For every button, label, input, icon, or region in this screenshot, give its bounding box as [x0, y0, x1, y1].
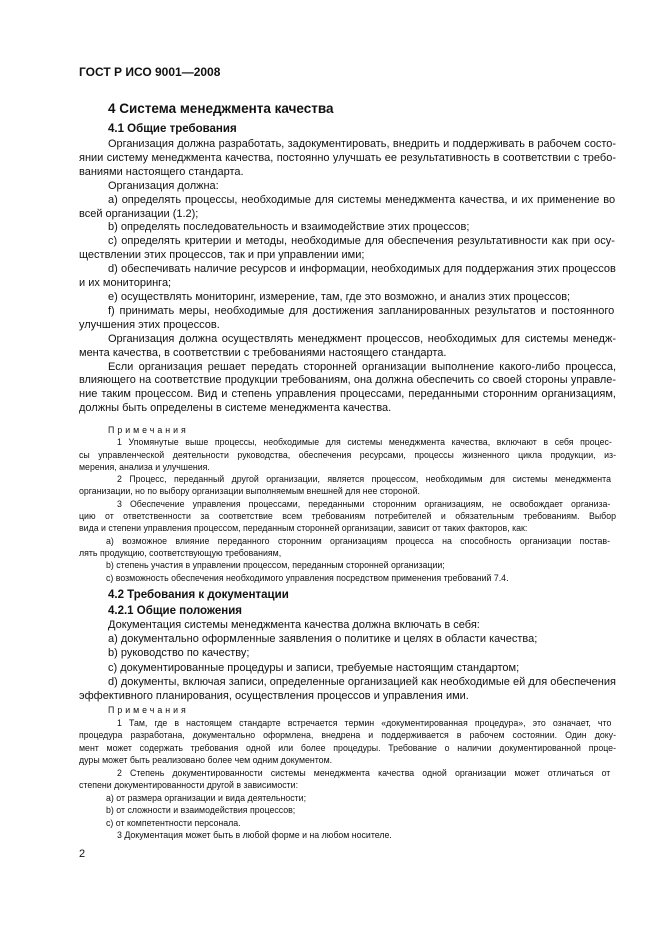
- text-line-content: Организация должна:: [108, 179, 219, 192]
- text-line-content: c) от компетентности персонала.: [106, 817, 241, 828]
- text-line-content: организации, но по выбору организации выполняемым внешней для нее стороной.: [79, 486, 420, 497]
- text-line-content: d) документы, включая записи, определенные организацией как необходимые ей для обеспечения: [108, 675, 616, 688]
- text-line-content: d) обеспечивать наличие ресурсов и информации, необходимых для поддержания этих процессов: [108, 263, 616, 276]
- text-line: [79, 804, 616, 817]
- text-line: [79, 646, 616, 660]
- text-line-content: янии систему менеджмента качества, постоянно улучшать ее результативность в соответствии с требо-: [79, 151, 616, 164]
- text-line: [79, 792, 616, 805]
- text-line-content: процедура разработана, документально оформлена, внедрена и поддерживается в рабочем состоянии. Один доку-: [79, 730, 616, 740]
- paragraph: [79, 180, 616, 194]
- text-line-content: c) определять критерии и методы, необходимые для обеспечения результативности как при осу-: [108, 235, 615, 248]
- text-line: [79, 402, 616, 416]
- paragraph: [79, 305, 616, 333]
- note-paragraph: [79, 436, 616, 473]
- text-line-content: c) документированные процедуры и записи, требуемые настоящим стандартом;: [108, 661, 520, 674]
- text-line: [79, 742, 616, 755]
- paragraph: [79, 675, 616, 703]
- text-line: [79, 277, 616, 291]
- text-line: [79, 717, 616, 730]
- list-item: [79, 792, 616, 805]
- text-line: [79, 729, 616, 742]
- text-line: [79, 473, 616, 485]
- text-line-content: Организация должна разработать, задокументировать, внедрить и поддерживать в рабочем состо-: [108, 138, 616, 150]
- paragraph: [79, 333, 616, 361]
- text-line-content: сы управленческой деятельности руководства, обеспечения ресурсами, процессы жизненного цикла продукции, из-: [79, 449, 616, 460]
- text-line-content: а) возможное влияние переданного сторонним организациям процесса на способность организации постав-: [106, 535, 611, 546]
- text-line-content: лять продукцию, соответствующую требованиям,: [79, 547, 282, 558]
- text-line: [79, 829, 616, 842]
- text-line-content: 1 Там, где в настоящем стандарте встречается термин «документированная процедура», это означает, что: [117, 717, 612, 728]
- text-line: [79, 754, 616, 767]
- note-paragraph: [79, 767, 616, 792]
- text-line: [79, 194, 616, 208]
- notes-heading: [79, 424, 616, 436]
- text-line-content: степени документированности другой в зависимости:: [79, 780, 299, 790]
- text-line-content: ществлении этих процессов, так и при управлении ими;: [79, 249, 365, 262]
- paragraph: [79, 361, 616, 417]
- text-line-content: дуры может быть реализовано более чем одним документом.: [79, 755, 333, 765]
- text-line-content: 2 Процесс, переданный другой организации, является процессом, необходимым для системы менеджмента: [117, 474, 611, 485]
- text-line: [79, 347, 616, 361]
- text-line: [79, 152, 616, 166]
- list-item: [79, 572, 616, 584]
- document-header-id: ГОСТ Р ИСО 9001—2008: [79, 65, 221, 79]
- paragraph: [79, 291, 616, 305]
- text-line-content: а) документально оформленные заявления о политике и целях в области качества;: [108, 633, 538, 646]
- text-line-content: 3 Документация может быть в любой форме и на любом носителе.: [117, 830, 392, 840]
- note-paragraph: [79, 473, 616, 498]
- text-line: [79, 618, 616, 632]
- paragraph: [79, 618, 616, 632]
- subsection-heading-4-1: 4.1 Общие требования: [108, 123, 237, 135]
- text-line-content: 2 Степень документированности системы менеджмента качества одной организации может отличаться от: [117, 767, 611, 778]
- paragraph: [79, 194, 616, 222]
- text-line-content: улучшения этих процессов.: [79, 318, 220, 331]
- paragraph: [79, 263, 616, 291]
- text-line: [79, 817, 616, 830]
- text-line-content: должны быть определены в системе менеджмента качества.: [79, 402, 392, 415]
- subsection-heading-4-2-1: 4.2.1 Общие положения: [108, 605, 243, 617]
- note-paragraph: [79, 498, 616, 535]
- notes-heading-text: Примечания: [108, 705, 189, 715]
- text-line: [79, 632, 616, 646]
- text-line-content: а) от размера организации и вида деятельности;: [106, 792, 307, 803]
- text-line-content: b) от сложности и взаимодействия процессов;: [106, 805, 296, 815]
- text-line-content: всей организации (1.2);: [79, 207, 199, 220]
- text-line: [79, 263, 616, 277]
- text-line: [79, 675, 616, 689]
- text-line-content: 1 Упомянутые выше процессы, необходимые для системы менеджмента качества, включают в себя процес-: [117, 437, 612, 448]
- text-line-content: 3 Обеспечение управления процессами, переданными сторонним организациям, не освобождает организа-: [117, 498, 611, 509]
- text-line: [79, 333, 616, 347]
- text-line: [79, 319, 616, 333]
- paragraph: [79, 235, 616, 263]
- section-4-2-1-body: [79, 618, 616, 703]
- paragraph: [79, 138, 616, 180]
- text-line: [79, 208, 616, 222]
- list-item: [79, 817, 616, 830]
- notes-heading: [79, 704, 616, 717]
- text-line: [79, 689, 616, 703]
- text-line: [79, 449, 616, 461]
- text-line: [79, 388, 616, 402]
- text-line: [79, 138, 616, 152]
- text-line: [79, 461, 616, 473]
- text-line: [79, 572, 616, 584]
- text-line-content: мерения, анализа и улучшения.: [79, 461, 210, 472]
- text-line: [79, 305, 616, 319]
- page-number: 2: [79, 848, 86, 860]
- text-line: [79, 535, 616, 547]
- paragraph: [79, 646, 616, 660]
- text-line: [79, 485, 616, 497]
- text-line: [79, 166, 616, 180]
- text-line-content: Если организация решает передать сторонней организации выполнение какого-либо процесса,: [108, 360, 616, 373]
- text-line: [79, 498, 616, 510]
- text-line: [79, 436, 616, 448]
- text-line-content: мента качества, в соответствии с требованиями настоящего стандарта.: [79, 346, 447, 359]
- list-item: [79, 535, 616, 560]
- text-line-content: эффективного планирования, осуществления процессов и управления ими.: [79, 690, 469, 703]
- text-line: [79, 221, 616, 235]
- text-line-content: b) степень участия в управлении процессом, переданным сторонней организации;: [106, 560, 445, 571]
- text-line-content: вида и степени управления процессом, переданным сторонней организации, зависит от таких факторов, как:: [79, 523, 528, 534]
- section-title: 4 Система менеджмента качества: [108, 101, 334, 116]
- text-line-content: e) осуществлять мониторинг, измерение, там, где это возможно, и анализ этих процессов;: [108, 290, 571, 303]
- notes-4-1: [79, 424, 616, 584]
- note-paragraph: [79, 717, 616, 767]
- text-line-content: влияющего на соответствие продукции требованиям, она должна обеспечить со своей стороны управле-: [79, 374, 616, 387]
- note-paragraph: [79, 829, 616, 842]
- text-line: [79, 291, 616, 305]
- text-line-content: b) руководство по качеству;: [108, 647, 250, 660]
- section-4-1-body: [79, 138, 616, 416]
- text-line: [79, 374, 616, 388]
- text-line-content: и их мониторинга;: [79, 277, 172, 290]
- paragraph: [79, 632, 616, 646]
- text-line-content: c) возможность обеспечения необходимого управления посредством применения требований 7.4.: [106, 572, 509, 583]
- text-line: [79, 522, 616, 534]
- text-line-content: Документация системы менеджмента качества должна включать в себя:: [108, 619, 480, 631]
- text-line-content: b) определять последовательность и взаимодействие этих процессов;: [108, 221, 470, 234]
- text-line: [79, 180, 616, 194]
- text-line-content: ваниями настоящего стандарта.: [79, 165, 244, 178]
- text-line: [79, 661, 616, 675]
- text-line: [79, 235, 616, 249]
- subsection-heading-4-2: 4.2 Требования к документации: [108, 589, 289, 601]
- text-line: [79, 361, 616, 375]
- text-line-content: Организация должна осуществлять менеджмент процессов, необходимых для системы менедж-: [108, 332, 616, 345]
- text-line: [79, 767, 616, 780]
- notes-4-2-1: [79, 704, 616, 842]
- text-line: [79, 779, 616, 792]
- paragraph: [79, 221, 616, 235]
- text-line-content: цию от ответственности за соответствие всем требованиям потребителей и обязательным требованиям. Выбор: [79, 511, 616, 522]
- text-line-content: ние таким процессом. Вид и степень управления процессами, переданными сторонним организациям,: [79, 388, 616, 401]
- text-line: [79, 510, 616, 522]
- text-line: [79, 559, 616, 571]
- text-line: [79, 547, 616, 559]
- text-line: [79, 249, 616, 263]
- notes-heading-text: Примечания: [108, 425, 189, 435]
- text-line-content: f) принимать меры, необходимые для достижения запланированных результатов и постоянного: [108, 304, 615, 317]
- text-line-content: а) определять процессы, необходимые для системы менеджмента качества, и их применение во: [108, 193, 616, 206]
- list-item: [79, 804, 616, 817]
- paragraph: [79, 661, 616, 675]
- text-line-content: мент может содержать требования одной или более процедуры. Требование о наличии документированной проце-: [79, 742, 616, 753]
- list-item: [79, 559, 616, 571]
